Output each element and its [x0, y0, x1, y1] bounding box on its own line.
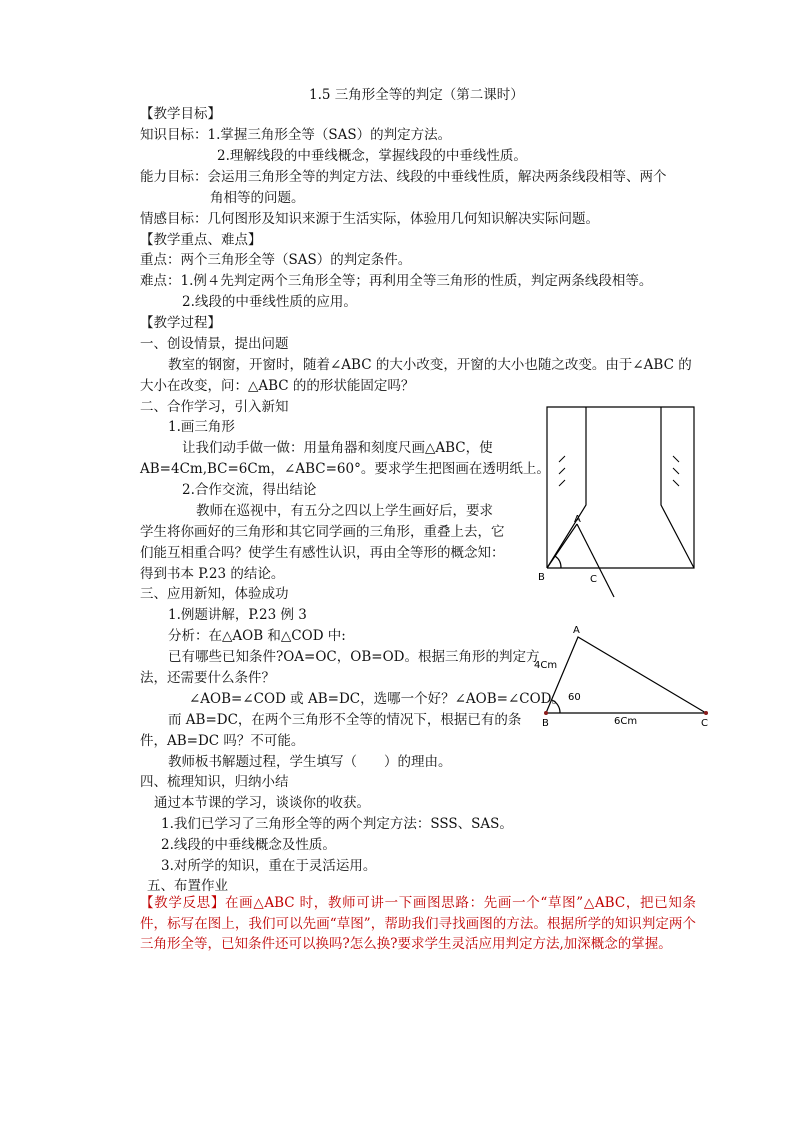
side-ab-label: 4Cm: [534, 660, 558, 671]
left-pane: [547, 407, 586, 568]
window-frame: [547, 407, 694, 568]
text-line: ∠AOB=∠COD 或 AB=DC，选哪一个好？∠AOB=∠COD。: [189, 691, 566, 707]
text-line: 而 AB=DC，在两个三角形不全等的情况下，根据已有的条: [168, 712, 522, 728]
text-line: 知识目标：1.掌握三角形全等（SAS）的判定方法。: [140, 127, 452, 143]
text-line: 3.对所学的知识，重在于灵活运用。: [161, 858, 377, 874]
section-heading: 【教学目标】: [140, 106, 221, 122]
angle-b-label: 60: [568, 692, 581, 703]
text-line: AB=4Cm,BC=6Cm，∠ABC=60°。要求学生把图画在透明纸上。: [140, 461, 550, 477]
vertex-b-dot: [544, 711, 548, 715]
section-heading: 四、梳理知识，归纳小结: [140, 774, 289, 790]
label-a: A: [573, 625, 580, 636]
text-line: 一、创设情景，提出问题: [140, 336, 289, 352]
text-line: 通过本节课的学习，谈谈你的收获。: [154, 795, 370, 811]
text-line: 能力目标：会运用三角形全等的判定方法、线段的中垂线性质，解决两条线段相等、两个: [140, 169, 667, 185]
text-line: 教师在巡视中，有五分之四以上学生画好后，要求: [196, 503, 493, 519]
text-line: 2.理解线段的中垂线概念，掌握线段的中垂线性质。: [217, 148, 527, 164]
text-line: 1.我们已学习了三角形全等的两个判定方法：SSS、SAS。: [161, 816, 513, 832]
text-line: 已有哪些已知条件?OA=OC，OB=OD。根据三角形的判定方: [168, 649, 540, 665]
triangle-diagram: [530, 620, 720, 730]
label-c: C: [701, 718, 708, 729]
text-line: 法，还需要什么条件？: [140, 670, 275, 686]
text-line: 难点：1.例４先判定两个三角形全等；再利用全等三角形的性质，判定两条线段相等。: [140, 273, 653, 289]
text-line: 教师板书解题过程，学生填写（ ）的理由。: [168, 754, 452, 770]
text-line: 分析：在△AOB 和△COD 中:: [168, 628, 346, 644]
text-line: 大小在改变，问：△ABC 的的形状能固定吗？: [140, 378, 415, 394]
label-a: A: [574, 514, 581, 525]
right-pane: [661, 407, 694, 568]
window-diagram: [530, 400, 700, 600]
text-line: 重点：两个三角形全等（SAS）的判定条件。: [140, 252, 412, 268]
angle-arc: [555, 556, 561, 568]
text-line: 二、合作学习，引入新知: [140, 399, 289, 415]
label-b: B: [538, 572, 545, 583]
teaching-reflection: [140, 893, 696, 955]
section-heading: 【教学重点、难点】: [140, 232, 262, 248]
side-ac: [577, 524, 614, 597]
page-title: 1.5 三角形全等的判定（第二课时）: [309, 87, 524, 103]
text-line: 三、应用新知，体验成功: [140, 586, 289, 602]
text-line: 件，AB=DC 吗？不可能。: [140, 733, 305, 749]
text-line: 角相等的问题。: [210, 190, 305, 206]
angle-arc: [552, 700, 560, 713]
section-heading: 五、布置作业: [147, 878, 228, 894]
label-b: B: [542, 718, 549, 729]
label-c: C: [590, 574, 597, 585]
text-line: 们能互相重合吗？使学生有感性认识，再由全等形的概念知：: [140, 545, 505, 561]
vertex-c-dot: [704, 711, 708, 715]
text-line: 得到书本 P.23 的结论。: [140, 566, 285, 582]
reflection-text: 在画△ABC 时，教师可讲一下画图思路：先画一个“草图”△ABC，把已知条件，标写在图上，我们可以先画“草图”，帮助我们寻找画图的方法。根据所学的知识判定两个三角形全等，已知条件还可以换吗?怎么换?要求学生灵活应用判定方法,加深概念的掌握。: [140, 895, 697, 952]
text-line: 2.线段的中垂线概念及性质。: [161, 837, 336, 853]
text-line: 让我们动手做一做：用量角器和刻度尺画△ABC，使: [182, 440, 493, 456]
side-bc-label: 6Cm: [614, 716, 638, 727]
reflection-label: 【教学反思】: [140, 895, 225, 911]
text-line: 教室的钢窗，开窗时，随着∠ABC 的大小改变，开窗的大小也随之改变。由于∠ABC 的: [168, 357, 692, 373]
text-line: 2.线段的中垂线性质的应用。: [182, 294, 357, 310]
text-line: 学生将你画好的三角形和其它同学画的三角形，重叠上去，它: [140, 524, 505, 540]
text-line: 1.例题讲解，P.23 例 3: [168, 607, 307, 623]
text-line: 1.画三角形: [168, 419, 235, 435]
text-line: 情感目标：几何图形及知识来源于生活实际，体验用几何知识解决实际问题。: [140, 211, 599, 227]
text-line: 2.合作交流，得出结论: [182, 482, 317, 498]
section-heading: 【教学过程】: [140, 315, 221, 331]
side-ba: [547, 524, 577, 568]
